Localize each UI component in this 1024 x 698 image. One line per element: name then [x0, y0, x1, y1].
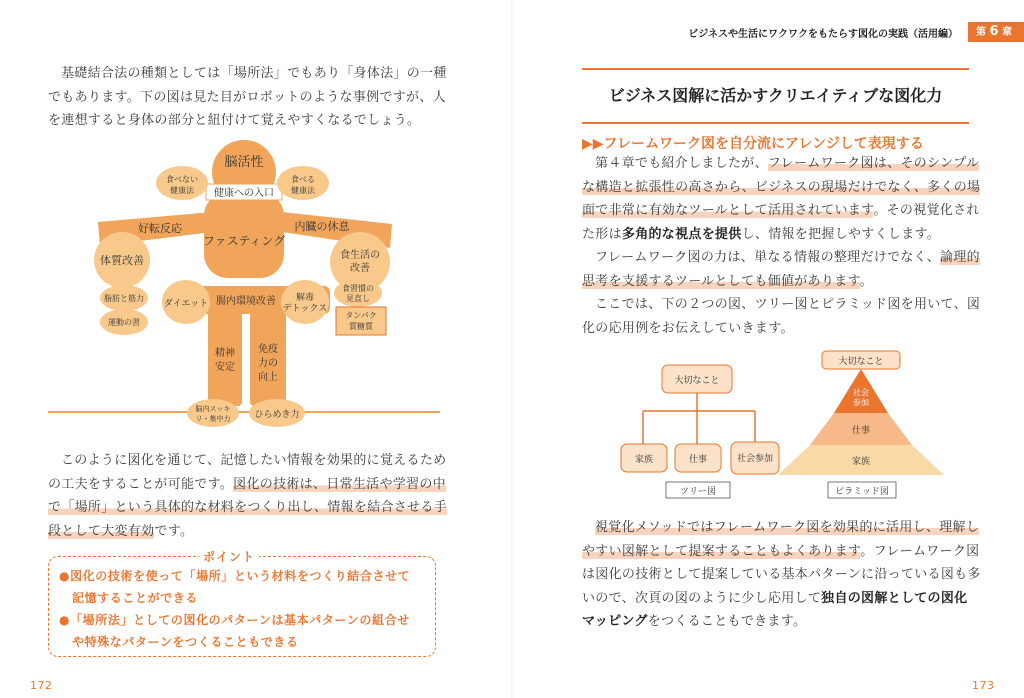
conclusion-text: です。: [154, 523, 194, 539]
right-leg-label-3: 向上: [258, 372, 278, 383]
conclusion-highlight: 図化の技術は、日常生活や学習の中: [233, 476, 446, 492]
pyramid-level-2-label: 仕事: [851, 426, 871, 436]
point-item-text: 図化の技術を使って「場所」という材料をつくり結合させて: [70, 569, 411, 583]
left-ear-label-1: 食べない: [166, 175, 198, 184]
paragraph-line: [582, 516, 982, 540]
paragraph-4: [582, 516, 982, 634]
paragraph-text: 。その視覚化され: [873, 203, 980, 218]
right-hand-small1-label-1: 食習慣の: [342, 284, 374, 293]
paragraph-highlight: な構造と拡張性の高さから、ビジネスの現場だけでなく、多くの場: [582, 179, 981, 195]
pyramid-level-1-label-2: 参加: [853, 398, 869, 407]
waist-left-label: ダイエット: [163, 299, 209, 309]
left-hand-small1-label: 脂肪と筋力: [104, 294, 144, 303]
conclusion-line: [48, 473, 448, 497]
paragraph-line: 化の応用例をお伝えしていきます。: [582, 320, 794, 336]
left-foot-label-2: リ・集中力: [195, 415, 231, 423]
paragraph-bold: マッピング: [582, 614, 648, 629]
chapter-badge-num: 6: [989, 24, 999, 39]
right-hand-small1-label-2: 見直し: [346, 294, 370, 303]
point-item-2: [59, 609, 410, 653]
conclusion-paragraph: [48, 449, 448, 543]
paragraph-text: いので、次頁の図のように少し応用して: [582, 590, 822, 606]
pyramid-diagram: [778, 351, 944, 498]
intro-line: を連想すると身体の部分と紐付けて覚えやすくなるでしょう。: [48, 113, 421, 128]
left-arm-label: 好転反応: [138, 222, 182, 235]
paragraph-line: [582, 176, 982, 200]
pyramid-level-3-label: 家族: [851, 457, 871, 467]
right-ear-label-2: 健康法: [291, 186, 315, 195]
paragraph-text: 。: [859, 273, 874, 289]
right-foot-label: ひらめき力: [254, 410, 300, 420]
paragraph-highlight: 論理的: [940, 250, 980, 265]
tree-root-label: 大切なこと: [674, 376, 720, 386]
pyramid-top-label: 大切なこと: [838, 357, 884, 367]
paragraph-bold: 独自の図解としての図化: [821, 590, 968, 606]
right-leg-label-2: 力の: [258, 358, 278, 369]
left-leg-label-2: 安定: [215, 362, 235, 373]
left-leg-label-1: 精神: [215, 348, 235, 359]
intro-line: でもあります。下の図は見た目がロボットのような事例ですが、人: [48, 89, 446, 105]
waist-right-label-1: 解毒: [295, 293, 315, 303]
paragraph-highlight: やすい図解として提案することもよくあります: [582, 543, 861, 559]
chapter-badge-pre: 第: [975, 27, 986, 38]
paragraph-bold: 多角的な視点を提供: [621, 226, 742, 242]
point-item-text: 「場所法」としての図化のパターンは基本パターンの組合せ: [70, 613, 410, 627]
page-number-left: 172: [30, 679, 53, 692]
point-item-text: や特殊なパターンをつくることもできる: [72, 635, 299, 649]
tree-child-label: 仕事: [688, 455, 708, 465]
body-label: ファスティング: [202, 234, 286, 248]
head-label: 脳活性: [224, 155, 264, 170]
paragraph-line: [582, 199, 982, 223]
conclusion-text: の工夫をすることが可能です。: [48, 476, 234, 492]
framework-diagrams: [512, 345, 1024, 505]
right-leg-label-1: 免疫: [258, 344, 278, 355]
paragraph-line: [582, 587, 982, 611]
conclusion-highlight: 段として大変有効: [48, 523, 155, 539]
waist-right-label-2: デトックス: [282, 304, 328, 314]
paragraph-highlight: 面で非常に有効なツールとして活用されています: [582, 203, 874, 218]
waist-label: 腸内環境改善: [216, 296, 276, 307]
point-label: ポイント: [199, 548, 259, 565]
paragraph-line: [582, 223, 982, 247]
paragraph-line: [582, 610, 982, 634]
running-head-text: ビジネスや生活にワクワクをもたらす図化の実践（活用編）: [688, 28, 958, 40]
paragraph-line: [582, 270, 982, 294]
bullet-icon: ●: [59, 613, 71, 627]
right-hand-box-label-1: タンパク: [345, 311, 377, 320]
running-head: [688, 22, 1024, 42]
page-number-right: 173: [972, 679, 995, 692]
paragraph-text: フレームワーク図の力は、単なる情報の整理だけでなく、: [595, 250, 941, 265]
paragraph-line: ここでは、下の２つの図、ツリー図とピラミッド図を用いて、図: [595, 297, 981, 312]
right-ear-label-1: 食べる: [291, 175, 315, 184]
intro-line: 基礎結合法の種類としては「場所法」でもあり「身体法」の一種: [61, 66, 447, 81]
point-box: [48, 550, 436, 657]
tree-diagram: [621, 365, 779, 498]
left-leg-shape: [208, 312, 242, 406]
paragraph-text: をつくることもできます。: [647, 614, 807, 629]
paragraph-text: 。フレームワーク図: [860, 543, 980, 559]
left-foot-label-1: 脳内スッキ: [195, 405, 231, 413]
robot-diagram: [0, 0, 512, 440]
conclusion-line: [48, 496, 448, 520]
point-item-text: 記憶することができる: [72, 591, 199, 605]
paragraph-line: は図化の技術として提案している基本パターンに沿っている図も多: [582, 567, 981, 582]
pyramid-caption: ピラミッド図: [835, 487, 889, 497]
right-page: [512, 0, 1024, 698]
left-hand-label: 体質改善: [100, 254, 144, 267]
paragraph-line: [582, 152, 982, 176]
paragraph-line: [582, 540, 982, 564]
paragraph-text: し、情報を把握しやすくします。: [741, 226, 941, 242]
pyramid-level-1-label-1: 社会: [853, 388, 869, 397]
paragraph-highlight: 思考を支援するツールとしても価値があります: [582, 273, 860, 289]
tree-child-label: 家族: [634, 455, 654, 465]
point-item-1: [59, 565, 410, 609]
left-hand-small2-label: 運動の習: [108, 318, 140, 327]
right-hand-label-2: 改善: [350, 263, 370, 274]
conclusion-line: [48, 520, 448, 544]
tree-caption: ツリー図: [679, 487, 717, 497]
mouth-label: 健康への入口: [214, 188, 274, 199]
paragraph-1: [582, 152, 982, 340]
paragraph-line: [582, 246, 982, 270]
sub-title: ▶▶フレームワーク図を自分流にアレンジして表現する: [582, 136, 924, 152]
paragraph-text: 第４章でも紹介しましたが、: [595, 156, 768, 171]
section-title: ビジネス図解に活かすクリエイティブな図化力: [582, 68, 969, 124]
left-ear-label-2: 健康法: [170, 186, 194, 195]
paragraph-text: た形は: [582, 226, 622, 242]
paragraph-highlight: 視覚化メソッドではフレームワーク図を効果的に活用し、理解し: [595, 520, 980, 535]
conclusion-line: このように図化を通じて、記憶したい情報を効果的に覚えるため: [61, 453, 447, 468]
right-hand-label-1: 食生活の: [340, 250, 380, 261]
right-arm-label: 内臓の休息: [294, 220, 350, 233]
tree-child-label: 社会参加: [736, 454, 774, 464]
right-hand-box-label-2: 質糖質: [349, 322, 373, 331]
chapter-badge: [968, 22, 1024, 42]
paragraph-highlight: フレームワーク図は、そのシンプル: [767, 156, 980, 171]
bullet-icon: ●: [59, 569, 71, 583]
conclusion-highlight: で「場所」という具体的な材料をつくり出し、情報を結合させる手: [48, 500, 448, 515]
chapter-badge-post: 章: [1002, 27, 1012, 38]
